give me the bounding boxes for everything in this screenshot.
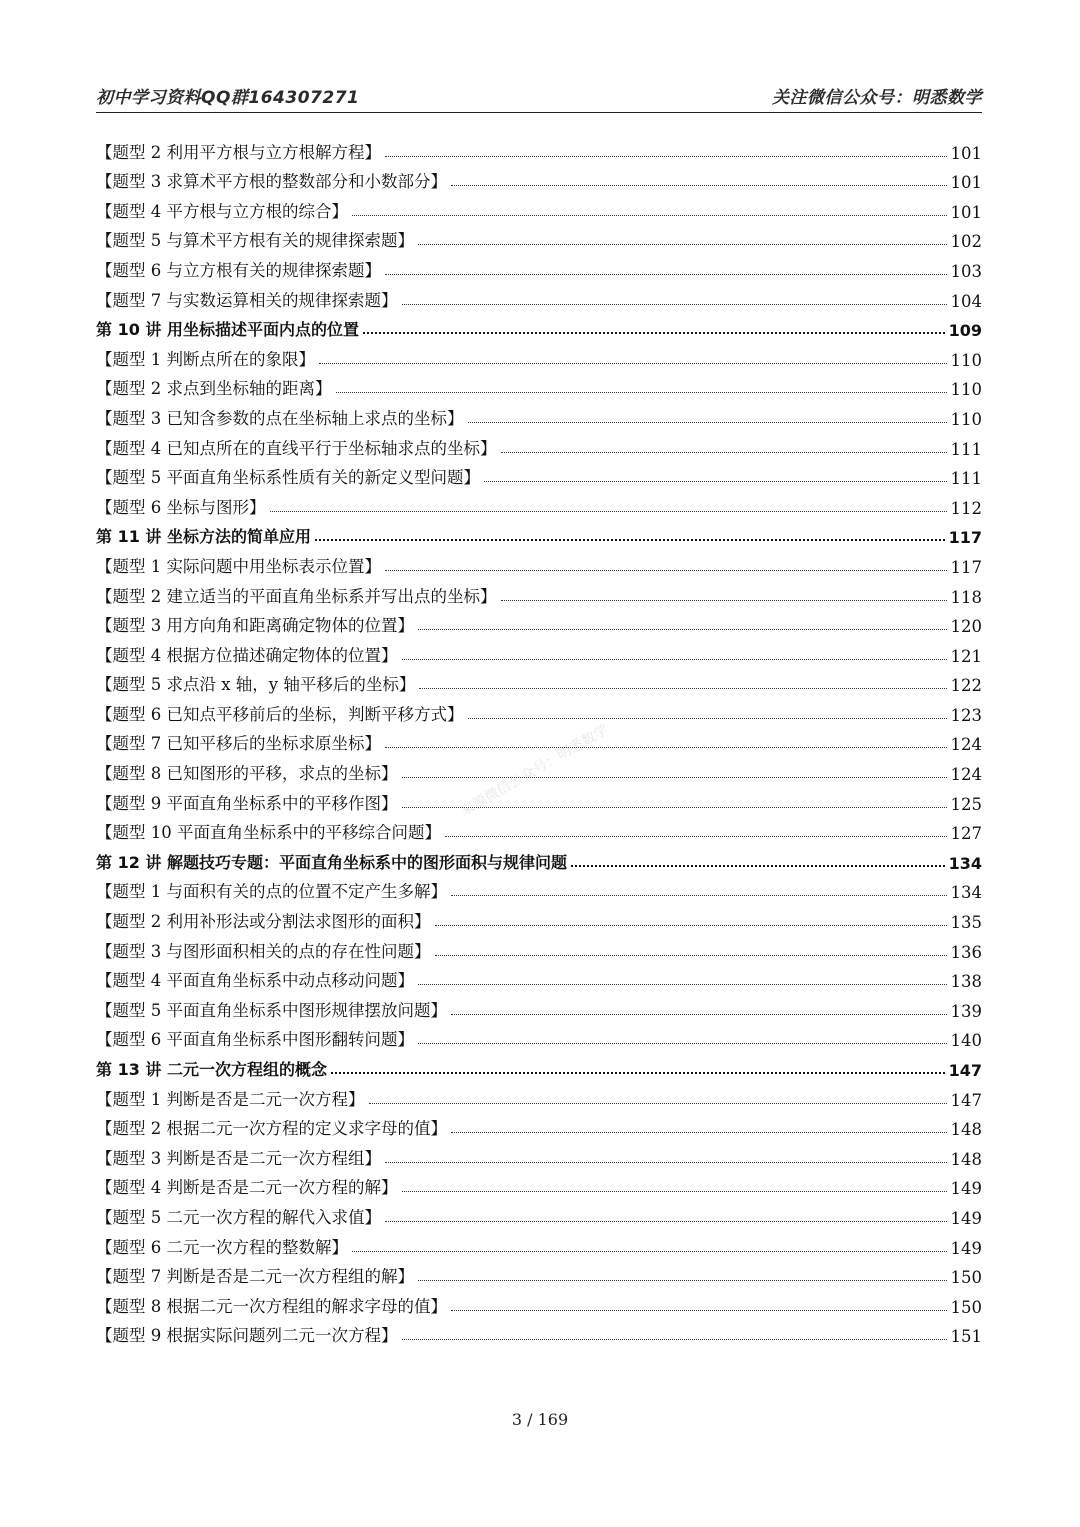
toc-entry-label: 【题型 6 二元一次方程的整数解】 <box>96 1237 348 1257</box>
toc-entry-label: 【题型 4 平方根与立方根的综合】 <box>96 201 348 221</box>
toc-entry-label: 【题型 2 利用平方根与立方根解方程】 <box>96 142 381 162</box>
toc-entry-page: 118 <box>950 587 982 607</box>
toc-entry-page: 149 <box>950 1238 982 1258</box>
toc-entry-label: 【题型 4 根据方位描述确定物体的位置】 <box>96 645 398 665</box>
toc-entry-page: 111 <box>950 469 982 489</box>
toc-lecture-entry[interactable] <box>96 1050 982 1080</box>
toc-topic-entry[interactable] <box>96 577 982 607</box>
toc-topic-entry[interactable] <box>96 488 982 518</box>
toc-topic-entry[interactable] <box>96 902 982 932</box>
toc-entry-page: 112 <box>950 498 982 518</box>
toc-entry-page: 151 <box>950 1327 982 1347</box>
toc-entry-label: 【题型 7 判断是否是二元一次方程组的解】 <box>96 1267 414 1287</box>
dot-leader <box>385 156 947 157</box>
toc-entry-label: 【题型 5 平面直角坐标系中图形规律摆放问题】 <box>96 1000 447 1020</box>
toc-entry-label: 【题型 2 根据二元一次方程的定义求字母的值】 <box>96 1119 447 1139</box>
toc-topic-entry[interactable] <box>96 1080 982 1110</box>
toc-topic-entry[interactable] <box>96 784 982 814</box>
watermark: 来源微信公众号：明悉数学 <box>457 721 612 820</box>
dot-leader <box>352 215 947 216</box>
toc-lecture-entry[interactable] <box>96 311 982 341</box>
dot-leader <box>418 244 947 245</box>
toc-topic-entry[interactable] <box>96 133 982 163</box>
toc-topic-entry[interactable] <box>96 281 982 311</box>
toc-entry-label: 第 10 讲 用坐标描述平面内点的位置 <box>96 320 359 340</box>
toc-topic-entry[interactable] <box>96 370 982 400</box>
dot-leader <box>331 1072 945 1074</box>
page-header <box>96 76 982 113</box>
dot-leader <box>418 1043 947 1044</box>
toc-entry-page: 110 <box>950 350 982 370</box>
toc-entry-label: 【题型 4 已知点所在的直线平行于坐标轴求点的坐标】 <box>96 438 497 458</box>
toc-topic-entry[interactable] <box>96 192 982 222</box>
toc-entry-page: 110 <box>950 380 982 400</box>
toc-entry-page: 140 <box>950 1031 982 1051</box>
dot-leader <box>315 539 945 541</box>
toc-topic-entry[interactable] <box>96 814 982 844</box>
dot-leader <box>402 1191 947 1192</box>
toc-entry-page: 117 <box>948 528 982 548</box>
dot-leader <box>451 1014 947 1015</box>
toc-topic-entry[interactable] <box>96 991 982 1021</box>
toc-topic-entry[interactable] <box>96 607 982 637</box>
toc-entry-label: 【题型 2 建立适当的平面直角坐标系并写出点的坐标】 <box>96 586 497 606</box>
toc-entry-page: 136 <box>950 942 982 962</box>
dot-leader <box>451 1310 947 1311</box>
toc-entry-page: 150 <box>950 1268 982 1288</box>
toc-entry-label: 【题型 5 平面直角坐标系性质有关的新定义型问题】 <box>96 468 480 488</box>
toc-topic-entry[interactable] <box>96 251 982 281</box>
dot-leader <box>402 807 947 808</box>
toc-topic-entry[interactable] <box>96 666 982 696</box>
dot-leader <box>419 688 946 689</box>
toc-entry-page: 120 <box>950 617 982 637</box>
toc-entry-label: 【题型 1 判断是否是二元一次方程】 <box>96 1089 365 1109</box>
toc-topic-entry[interactable] <box>96 1287 982 1317</box>
dot-leader <box>468 422 947 423</box>
toc-entry-label: 【题型 3 用方向角和距离确定物体的位置】 <box>96 616 414 636</box>
toc-topic-entry[interactable] <box>96 1258 982 1288</box>
toc-entry-page: 101 <box>950 173 982 193</box>
toc-entry-page: 135 <box>950 913 982 933</box>
toc-entry-label: 【题型 4 平面直角坐标系中动点移动问题】 <box>96 971 414 991</box>
dot-leader <box>352 1251 947 1252</box>
header-left-text: 初中学习资料QQ群164307271 <box>96 88 360 108</box>
dot-leader <box>484 481 947 482</box>
toc-entry-page: 117 <box>950 557 982 577</box>
dot-leader <box>571 865 945 867</box>
dot-leader <box>418 984 947 985</box>
toc-entry-page: 148 <box>950 1120 982 1140</box>
toc-entry-page: 138 <box>950 972 982 992</box>
toc-topic-entry[interactable] <box>96 636 982 666</box>
dot-leader <box>451 895 947 896</box>
toc-entry-page: 109 <box>948 321 982 341</box>
toc-entry-label: 【题型 4 判断是否是二元一次方程的解】 <box>96 1178 398 1198</box>
dot-leader <box>369 1103 947 1104</box>
dot-leader <box>385 1162 947 1163</box>
page-number: 3 / 169 <box>511 1410 569 1429</box>
dot-leader <box>270 511 947 512</box>
toc-entry-label: 【题型 6 平面直角坐标系中图形翻转问题】 <box>96 1030 414 1050</box>
toc-topic-entry[interactable] <box>96 1110 982 1140</box>
toc-topic-entry[interactable] <box>96 1317 982 1347</box>
dot-leader <box>385 274 947 275</box>
dot-leader <box>385 1221 947 1222</box>
toc-entry-page: 104 <box>950 291 982 311</box>
toc-entry-page: 125 <box>950 794 982 814</box>
toc-topic-entry[interactable] <box>96 429 982 459</box>
toc-entry-label: 【题型 2 利用补形法或分割法求图形的面积】 <box>96 912 431 932</box>
toc-entry-label: 【题型 9 平面直角坐标系中的平移作图】 <box>96 793 398 813</box>
toc-entry-page: 122 <box>950 676 982 696</box>
toc-entry-label: 【题型 7 已知平移后的坐标求原坐标】 <box>96 734 381 754</box>
header-right-text: 关注微信公众号：明悉数学 <box>772 88 982 108</box>
toc-entry-page: 111 <box>950 439 982 459</box>
toc-entry-page: 124 <box>950 735 982 755</box>
dot-leader <box>402 304 947 305</box>
dot-leader <box>402 659 947 660</box>
toc-topic-entry[interactable] <box>96 932 982 962</box>
dot-leader <box>319 363 947 364</box>
toc-topic-entry[interactable] <box>96 725 982 755</box>
toc-entry-page: 149 <box>950 1179 982 1199</box>
toc-topic-entry[interactable] <box>96 754 982 784</box>
toc-entry-page: 134 <box>948 853 982 873</box>
toc-topic-entry[interactable] <box>96 1169 982 1199</box>
toc-entry-label: 第 11 讲 坐标方法的简单应用 <box>96 527 311 547</box>
table-of-contents <box>96 133 982 1346</box>
toc-entry-page: 150 <box>950 1297 982 1317</box>
dot-leader <box>363 332 945 334</box>
dot-leader <box>451 1132 947 1133</box>
dot-leader <box>501 600 947 601</box>
toc-entry-label: 【题型 5 与算术平方根有关的规律探索题】 <box>96 231 414 251</box>
toc-entry-label: 【题型 3 求算术平方根的整数部分和小数部分】 <box>96 172 447 192</box>
toc-topic-entry[interactable] <box>96 547 982 577</box>
toc-entry-page: 134 <box>950 883 982 903</box>
toc-entry-label: 第 12 讲 解题技巧专题：平面直角坐标系中的图形面积与规律问题 <box>96 852 567 872</box>
toc-topic-entry[interactable] <box>96 695 982 725</box>
toc-topic-entry[interactable] <box>96 399 982 429</box>
toc-topic-entry[interactable] <box>96 1198 982 1228</box>
dot-leader <box>336 392 947 393</box>
toc-entry-label: 【题型 6 与立方根有关的规律探索题】 <box>96 260 381 280</box>
toc-entry-label: 【题型 9 根据实际问题列二元一次方程】 <box>96 1326 398 1346</box>
dot-leader <box>445 836 947 837</box>
toc-entry-page: 123 <box>950 705 982 725</box>
toc-entry-label: 【题型 6 坐标与图形】 <box>96 497 266 517</box>
toc-entry-page: 124 <box>950 765 982 785</box>
toc-entry-label: 【题型 5 求点沿 x 轴，y 轴平移后的坐标】 <box>96 675 416 695</box>
dot-leader <box>402 1339 947 1340</box>
dot-leader <box>451 185 947 186</box>
toc-entry-page: 139 <box>950 1001 982 1021</box>
toc-entry-page: 121 <box>950 646 982 666</box>
toc-entry-page: 147 <box>948 1061 982 1080</box>
toc-entry-label: 【题型 8 根据二元一次方程组的解求字母的值】 <box>96 1296 447 1316</box>
toc-entry-label: 【题型 5 二元一次方程的解代入求值】 <box>96 1207 381 1227</box>
toc-topic-entry[interactable] <box>96 962 982 992</box>
toc-entry-page: 102 <box>950 232 982 252</box>
toc-topic-entry[interactable] <box>96 1139 982 1169</box>
dot-leader <box>435 925 947 926</box>
toc-entry-label: 【题型 3 已知含参数的点在坐标轴上求点的坐标】 <box>96 408 464 428</box>
toc-topic-entry[interactable] <box>96 163 982 193</box>
toc-entry-label: 【题型 2 求点到坐标轴的距离】 <box>96 379 332 399</box>
dot-leader <box>435 955 947 956</box>
toc-entry-page: 103 <box>950 261 982 281</box>
toc-lecture-entry[interactable] <box>96 518 982 548</box>
toc-entry-page: 127 <box>950 824 982 844</box>
toc-topic-entry[interactable] <box>96 222 982 252</box>
toc-entry-label: 第 13 讲 二元一次方程组的概念 <box>96 1060 327 1079</box>
toc-entry-page: 148 <box>950 1149 982 1169</box>
toc-entry-label: 【题型 3 与图形面积相关的点的存在性问题】 <box>96 941 431 961</box>
toc-entry-label: 【题型 6 已知点平移前后的坐标，判断平移方式】 <box>96 704 464 724</box>
toc-lecture-entry[interactable] <box>96 843 982 873</box>
dot-leader <box>385 747 947 748</box>
toc-topic-entry[interactable] <box>96 459 982 489</box>
toc-topic-entry[interactable] <box>96 1021 982 1051</box>
dot-leader <box>385 570 947 571</box>
toc-entry-page: 101 <box>950 143 982 163</box>
dot-leader <box>501 452 947 453</box>
toc-entry-page: 101 <box>950 202 982 222</box>
toc-entry-page: 147 <box>950 1090 982 1110</box>
dot-leader <box>402 777 947 778</box>
toc-entry-label: 【题型 10 平面直角坐标系中的平移综合问题】 <box>96 823 441 843</box>
toc-entry-label: 【题型 1 判断点所在的象限】 <box>96 349 315 369</box>
dot-leader <box>418 629 947 630</box>
toc-entry-label: 【题型 3 判断是否是二元一次方程组】 <box>96 1148 381 1168</box>
toc-entry-label: 【题型 1 与面积有关的点的位置不定产生多解】 <box>96 882 447 902</box>
toc-topic-entry[interactable] <box>96 1228 982 1258</box>
toc-entry-label: 【题型 1 实际问题中用坐标表示位置】 <box>96 556 381 576</box>
toc-entry-page: 110 <box>950 409 982 429</box>
dot-leader <box>418 1280 947 1281</box>
toc-entry-label: 【题型 8 已知图形的平移，求点的坐标】 <box>96 764 398 784</box>
toc-entry-label: 【题型 7 与实数运算相关的规律探索题】 <box>96 290 398 310</box>
toc-topic-entry[interactable] <box>96 340 982 370</box>
toc-entry-page: 149 <box>950 1208 982 1228</box>
toc-topic-entry[interactable] <box>96 873 982 903</box>
dot-leader <box>468 718 947 719</box>
